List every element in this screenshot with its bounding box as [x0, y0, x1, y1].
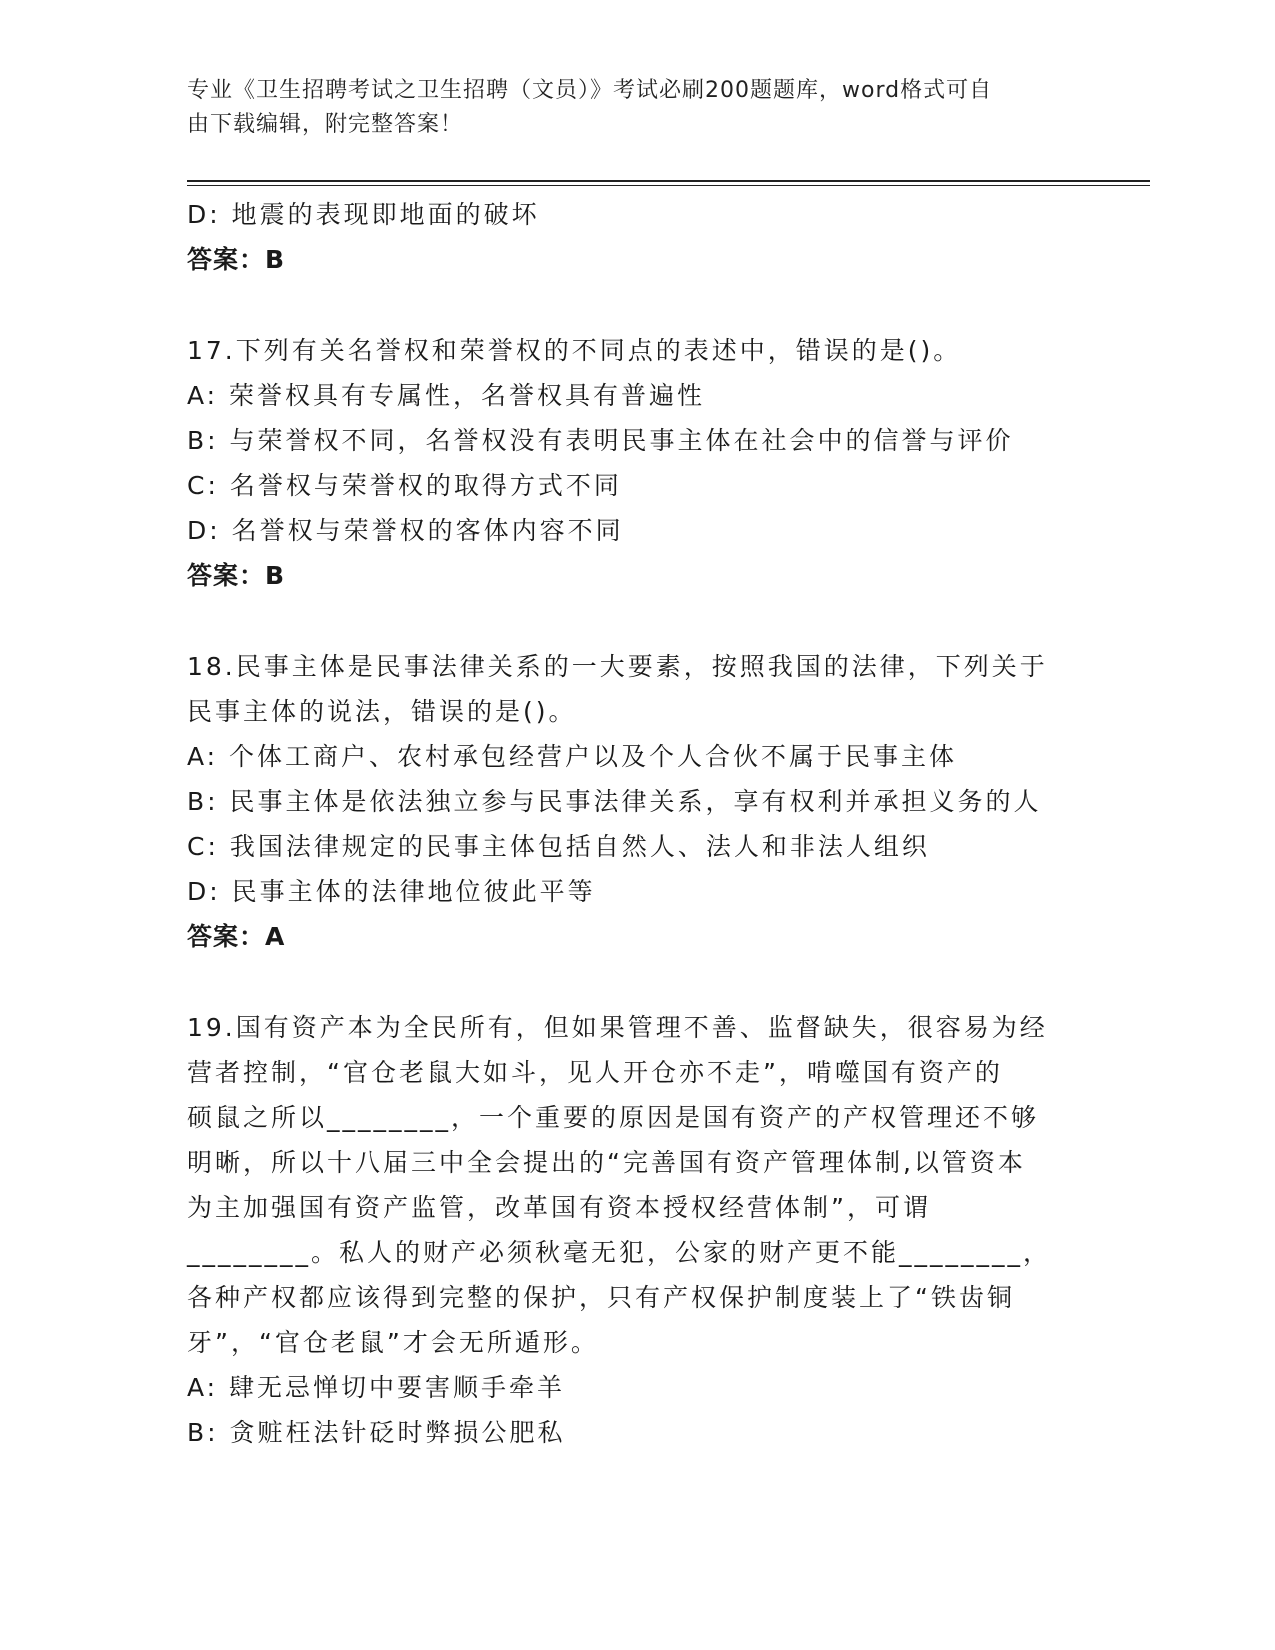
- q18-option-b: B: 民事主体是依法独立参与民事法律关系，享有权利并承担义务的人: [187, 787, 1042, 816]
- question-18: [187, 644, 1087, 960]
- q16-answer: 答案：B: [187, 245, 286, 274]
- question-16-tail: [187, 192, 1087, 283]
- q17-option-d: D: 名誉权与荣誉权的客体内容不同: [187, 516, 624, 545]
- q18-stem-line-1: 18.民事主体是民事法律关系的一大要素，按照我国的法律，下列关于: [187, 652, 1048, 681]
- q17-stem: 17.下列有关名誉权和荣誉权的不同点的表述中，错误的是()。: [187, 336, 962, 365]
- header-divider-thin: [187, 185, 1150, 186]
- q18-option-d: D: 民事主体的法律地位彼此平等: [187, 877, 596, 906]
- document-header: [187, 74, 1067, 142]
- header-line-2: 由下载编辑，附完整答案！: [187, 112, 464, 137]
- q19-stem-line-8: 牙”，“官仓老鼠”才会无所遁形。: [187, 1328, 599, 1357]
- q19-stem-line-1: 19.国有资产本为全民所有，但如果管理不善、监督缺失，很容易为经: [187, 1013, 1048, 1042]
- q19-stem-line-4: 明晰，所以十八届三中全会提出的“完善国有资产管理体制,以管资本: [187, 1148, 1026, 1177]
- q19-stem-line-6: ________。私人的财产必须秋毫无犯，公家的财产更不能________，: [187, 1238, 1052, 1267]
- q19-option-a: A: 肆无忌惮切中要害顺手牵羊: [187, 1373, 566, 1402]
- header-divider-thick: [187, 180, 1150, 182]
- q18-option-a: A: 个体工商户、农村承包经营户以及个人合伙不属于民事主体: [187, 742, 958, 771]
- q17-answer: 答案：B: [187, 561, 286, 590]
- q18-answer: 答案：A: [187, 922, 286, 951]
- q19-stem-line-3: 硕鼠之所以________，一个重要的原因是国有资产的产权管理还不够: [187, 1103, 1040, 1132]
- q19-stem-line-5: 为主加强国有资产监管，改革国有资本授权经营体制”，可谓: [187, 1193, 931, 1222]
- q18-stem-line-2: 民事主体的说法，错误的是()。: [187, 697, 577, 726]
- spacer: [187, 599, 1087, 644]
- document-body: [187, 192, 1087, 1455]
- header-line-1: 专业《卫生招聘考试之卫生招聘（文员）》考试必刷200题题库，word格式可自: [187, 78, 993, 103]
- q17-option-a: A: 荣誉权具有专属性，名誉权具有普遍性: [187, 381, 706, 410]
- q19-stem-line-7: 各种产权都应该得到完整的保护，只有产权保护制度装上了“铁齿铜: [187, 1283, 1015, 1312]
- question-17: [187, 328, 1087, 599]
- spacer: [187, 960, 1087, 1005]
- q19-stem-line-2: 营者控制，“官仓老鼠大如斗，见人开仓亦不走”，啃噬国有资产的: [187, 1058, 1003, 1087]
- q17-option-c: C: 名誉权与荣誉权的取得方式不同: [187, 471, 622, 500]
- q16-option-d: D: 地震的表现即地面的破坏: [187, 200, 540, 229]
- q17-option-b: B: 与荣誉权不同，名誉权没有表明民事主体在社会中的信誉与评价: [187, 426, 1014, 455]
- spacer: [187, 283, 1087, 328]
- question-19: [187, 1005, 1087, 1455]
- q19-option-b: B: 贪赃枉法针砭时弊损公肥私: [187, 1418, 566, 1447]
- q18-option-c: C: 我国法律规定的民事主体包括自然人、法人和非法人组织: [187, 832, 930, 861]
